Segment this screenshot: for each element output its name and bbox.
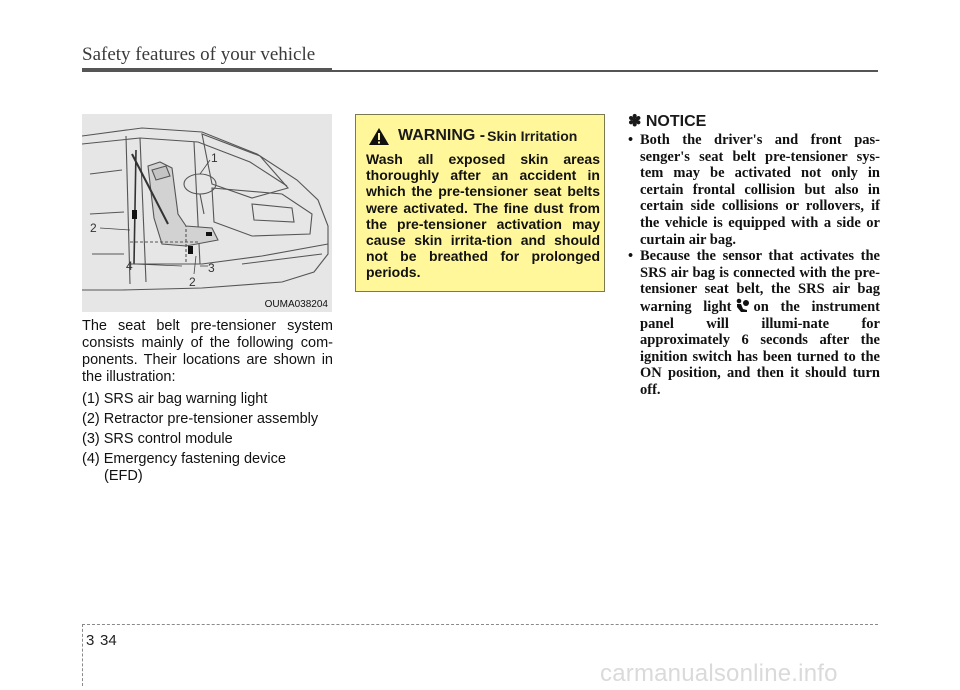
footer-divider xyxy=(82,624,83,686)
notice-item-text-before: Because the sensor that activates the SRS air bag is connected with the pre-tensioner seat belt, the SRS air bag warning light xyxy=(640,248,880,315)
list-item xyxy=(82,431,333,448)
page-number: 34 xyxy=(100,632,117,649)
list-item-continuation: (EFD) xyxy=(104,468,143,484)
notice-item-text-after: on the instrument panel will illumi-nate for approximately 6 seconds after the ignition switch has been turned to the ON position, and then it should turn off. xyxy=(640,298,880,398)
list-item xyxy=(82,451,333,485)
callout-2-bottom: 2 xyxy=(189,275,196,289)
warning-box xyxy=(355,114,605,292)
pretensioner-illustration xyxy=(82,114,332,312)
list-item-label: (1) SRS air bag warning light xyxy=(82,391,268,407)
footer-rule xyxy=(82,624,878,625)
warning-subtitle: Skin Irritation xyxy=(487,128,578,144)
notice-item-text: Both the driver's and front pas-senger's seat belt pre-tensioner sys-tem may be activated not only in certain frontal collision but also in certain side collisions or rollovers, if the vehicle is equipped with a side or curtain air bag. xyxy=(640,132,880,248)
list-item xyxy=(82,391,333,408)
list-item-label: (3) SRS control module xyxy=(82,431,233,447)
notice-item xyxy=(628,248,880,398)
notice-list xyxy=(628,132,880,399)
component-description xyxy=(82,318,333,488)
page-header-title: Safety features of your vehicle xyxy=(82,44,316,65)
section-number: 3 xyxy=(86,632,95,649)
header-rule-extension xyxy=(332,70,878,72)
callout-1: 1 xyxy=(211,151,218,165)
notice-item xyxy=(628,132,880,248)
illustration-code: OUMA038204 xyxy=(264,299,328,310)
notice-title: ✽ NOTICE xyxy=(628,113,707,130)
notice-bullet: • xyxy=(628,248,634,265)
intro-paragraph: The seat belt pre-tensioner system consists mainly of the following com-ponents. Their locations are shown in the illustration: xyxy=(82,318,333,385)
watermark: carmanualsonline.info xyxy=(600,660,838,687)
car-interior-drawing xyxy=(82,114,332,312)
list-item-label: (2) Retractor pre-tensioner assembly xyxy=(82,411,319,427)
notice-bullet: • xyxy=(628,132,634,148)
warning-triangle-icon xyxy=(368,127,390,146)
warning-word: WARNING - xyxy=(398,127,486,144)
list-item xyxy=(82,411,333,428)
list-item-label: (4) Emergency fastening device xyxy=(82,451,286,467)
airbag-warning-icon xyxy=(734,298,750,314)
callout-2-left: 2 xyxy=(90,221,97,235)
callout-3: 3 xyxy=(208,261,215,275)
warning-text: Wash all exposed skin areas thoroughly after an accident in which the pre-tensioner seat belts were activated. The fine dust from the pre-tensioner activation may cause skin irrita-tion and should not be breathed for prolonged periods. xyxy=(366,151,600,281)
header-rule xyxy=(82,68,332,72)
warning-header xyxy=(368,125,598,147)
callout-4: 4 xyxy=(126,259,133,273)
notice-item-text xyxy=(640,248,880,398)
